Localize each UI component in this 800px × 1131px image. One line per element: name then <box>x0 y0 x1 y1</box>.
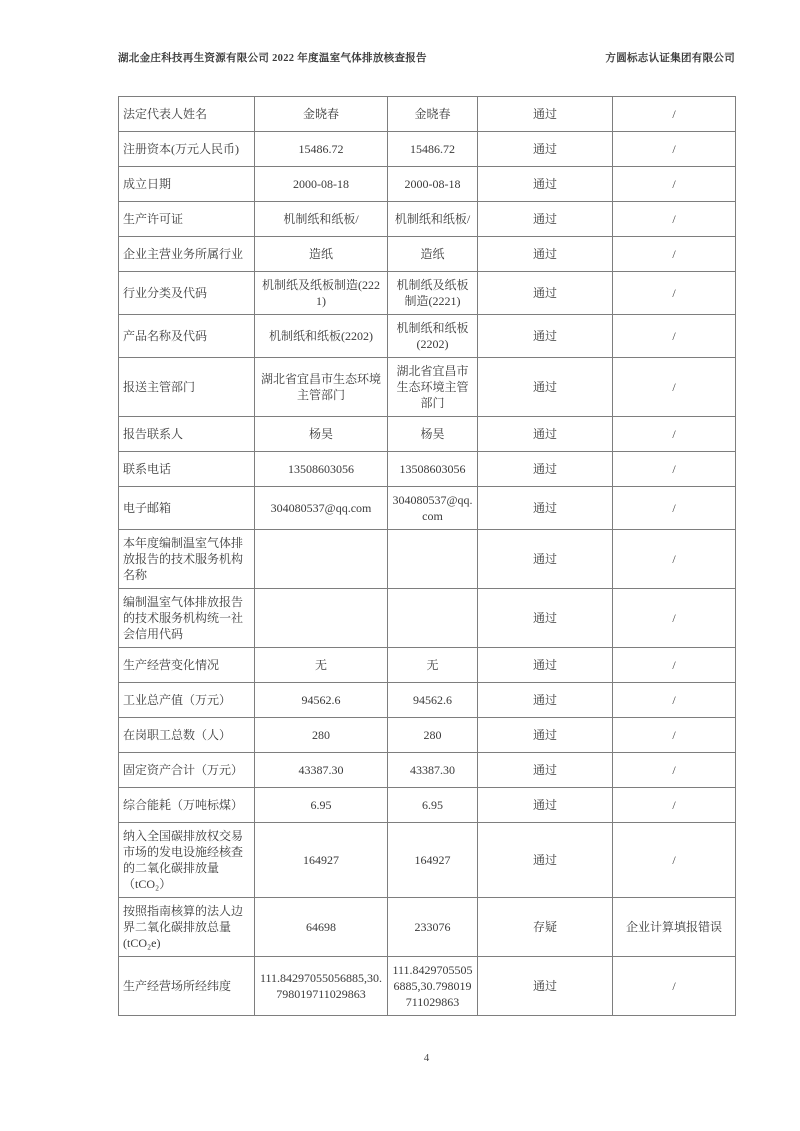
table-row <box>119 452 736 487</box>
page-footer <box>118 1052 735 1064</box>
conclusion-cell: 通过 <box>478 452 613 487</box>
reported-value-cell: 43387.30 <box>255 753 388 788</box>
conclusion-cell: 通过 <box>478 823 613 898</box>
page-number: 4 <box>423 1052 430 1064</box>
conclusion-cell: 通过 <box>478 202 613 237</box>
row-label-cell: 固定资产合计（万元） <box>119 753 255 788</box>
remark-cell: / <box>613 648 736 683</box>
remark-cell: / <box>613 452 736 487</box>
reported-value-cell: 造纸 <box>255 237 388 272</box>
table-row <box>119 132 736 167</box>
verified-value-cell: 233076 <box>388 898 478 957</box>
conclusion-cell: 通过 <box>478 788 613 823</box>
conclusion-cell: 通过 <box>478 132 613 167</box>
reported-value-cell: 机制纸和纸板/ <box>255 202 388 237</box>
table-row <box>119 358 736 417</box>
remark-cell: / <box>613 417 736 452</box>
page-header <box>118 50 735 65</box>
remark-cell: / <box>613 530 736 589</box>
verified-value-cell <box>388 589 478 648</box>
remark-cell: / <box>613 97 736 132</box>
verification-table <box>118 96 736 1016</box>
conclusion-cell: 通过 <box>478 683 613 718</box>
row-label-cell: 法定代表人姓名 <box>119 97 255 132</box>
conclusion-cell: 通过 <box>478 530 613 589</box>
table-row <box>119 202 736 237</box>
verified-value-cell: 43387.30 <box>388 753 478 788</box>
table-row <box>119 417 736 452</box>
verified-value-cell <box>388 530 478 589</box>
header-right-title: 方圆标志认证集团有限公司 <box>605 53 735 64</box>
row-label-cell: 行业分类及代码 <box>119 272 255 315</box>
table-row <box>119 530 736 589</box>
remark-cell: / <box>613 753 736 788</box>
table-row <box>119 648 736 683</box>
conclusion-cell: 通过 <box>478 589 613 648</box>
verified-value-cell: 280 <box>388 718 478 753</box>
remark-cell: 企业计算填报错误 <box>613 898 736 957</box>
row-label-cell: 生产许可证 <box>119 202 255 237</box>
row-label-cell: 报送主管部门 <box>119 358 255 417</box>
table-row <box>119 272 736 315</box>
conclusion-cell: 通过 <box>478 272 613 315</box>
remark-cell: / <box>613 358 736 417</box>
row-label-cell: 生产经营变化情况 <box>119 648 255 683</box>
reported-value-cell: 64698 <box>255 898 388 957</box>
conclusion-cell: 通过 <box>478 957 613 1016</box>
verified-value-cell: 无 <box>388 648 478 683</box>
row-label-cell: 生产经营场所经纬度 <box>119 957 255 1016</box>
verified-value-cell: 111.84297055056885,30.798019711029863 <box>388 957 478 1016</box>
remark-cell: / <box>613 823 736 898</box>
table-row <box>119 315 736 358</box>
remark-cell: / <box>613 315 736 358</box>
reported-value-cell: 机制纸和纸板(2202) <box>255 315 388 358</box>
table-row <box>119 898 736 957</box>
remark-cell: / <box>613 589 736 648</box>
reported-value-cell <box>255 530 388 589</box>
reported-value-cell: 6.95 <box>255 788 388 823</box>
reported-value-cell: 164927 <box>255 823 388 898</box>
verified-value-cell: 6.95 <box>388 788 478 823</box>
conclusion-cell: 通过 <box>478 648 613 683</box>
verified-value-cell: 机制纸和纸板/ <box>388 202 478 237</box>
remark-cell: / <box>613 132 736 167</box>
table-row <box>119 788 736 823</box>
verified-value-cell: 15486.72 <box>388 132 478 167</box>
remark-cell: / <box>613 167 736 202</box>
remark-cell: / <box>613 718 736 753</box>
verified-value-cell: 造纸 <box>388 237 478 272</box>
reported-value-cell: 湖北省宜昌市生态环境主管部门 <box>255 358 388 417</box>
reported-value-cell: 15486.72 <box>255 132 388 167</box>
conclusion-cell: 通过 <box>478 237 613 272</box>
reported-value-cell: 2000-08-18 <box>255 167 388 202</box>
verified-value-cell: 2000-08-18 <box>388 167 478 202</box>
reported-value-cell: 杨昊 <box>255 417 388 452</box>
reported-value-cell: 金晓春 <box>255 97 388 132</box>
row-label-cell: 本年度编制温室气体排放报告的技术服务机构名称 <box>119 530 255 589</box>
verified-value-cell: 金晓春 <box>388 97 478 132</box>
conclusion-cell: 通过 <box>478 718 613 753</box>
table-row <box>119 683 736 718</box>
reported-value-cell: 无 <box>255 648 388 683</box>
verified-value-cell: 94562.6 <box>388 683 478 718</box>
row-label-cell: 成立日期 <box>119 167 255 202</box>
table-row <box>119 718 736 753</box>
table-row <box>119 487 736 530</box>
conclusion-cell: 通过 <box>478 315 613 358</box>
reported-value-cell: 13508603056 <box>255 452 388 487</box>
remark-cell: / <box>613 487 736 530</box>
remark-cell: / <box>613 788 736 823</box>
table-row <box>119 237 736 272</box>
remark-cell: / <box>613 957 736 1016</box>
conclusion-cell: 通过 <box>478 417 613 452</box>
verified-value-cell: 机制纸及纸板制造(2221) <box>388 272 478 315</box>
header-left-title: 湖北金庄科技再生资源有限公司 2022 年度温室气体排放核查报告 <box>118 53 427 64</box>
row-label-cell: 注册资本(万元人民币) <box>119 132 255 167</box>
remark-cell: / <box>613 272 736 315</box>
row-label-cell: 联系电话 <box>119 452 255 487</box>
verified-value-cell: 304080537@qq.com <box>388 487 478 530</box>
reported-value-cell: 111.84297055056885,30.798019711029863 <box>255 957 388 1016</box>
table-row <box>119 97 736 132</box>
row-label-cell: 产品名称及代码 <box>119 315 255 358</box>
table-row <box>119 957 736 1016</box>
verified-value-cell: 机制纸和纸板(2202) <box>388 315 478 358</box>
conclusion-cell: 通过 <box>478 487 613 530</box>
conclusion-cell: 通过 <box>478 97 613 132</box>
verified-value-cell: 杨昊 <box>388 417 478 452</box>
conclusion-cell: 通过 <box>478 167 613 202</box>
remark-cell: / <box>613 202 736 237</box>
row-label-cell: 编制温室气体排放报告的技术服务机构统一社会信用代码 <box>119 589 255 648</box>
verified-value-cell: 164927 <box>388 823 478 898</box>
verified-value-cell: 湖北省宜昌市生态环境主管部门 <box>388 358 478 417</box>
reported-value-cell: 94562.6 <box>255 683 388 718</box>
reported-value-cell: 280 <box>255 718 388 753</box>
row-label-cell: 在岗职工总数（人） <box>119 718 255 753</box>
remark-cell: / <box>613 683 736 718</box>
row-label-cell: 企业主营业务所属行业 <box>119 237 255 272</box>
table-row <box>119 589 736 648</box>
table-row <box>119 753 736 788</box>
row-label-cell: 报告联系人 <box>119 417 255 452</box>
row-label-cell: 按照指南核算的法人边界二氧化碳排放总量(tCO₂e) <box>119 898 255 957</box>
verified-value-cell: 13508603056 <box>388 452 478 487</box>
row-label-cell: 纳入全国碳排放权交易市场的发电设施经核查的二氧化碳排放量（tCO₂） <box>119 823 255 898</box>
conclusion-cell: 通过 <box>478 358 613 417</box>
reported-value-cell <box>255 589 388 648</box>
reported-value-cell: 机制纸及纸板制造(2221) <box>255 272 388 315</box>
remark-cell: / <box>613 237 736 272</box>
row-label-cell: 电子邮箱 <box>119 487 255 530</box>
row-label-cell: 综合能耗（万吨标煤） <box>119 788 255 823</box>
row-label-cell: 工业总产值（万元） <box>119 683 255 718</box>
table-row <box>119 167 736 202</box>
reported-value-cell: 304080537@qq.com <box>255 487 388 530</box>
conclusion-cell: 通过 <box>478 753 613 788</box>
table-row <box>119 823 736 898</box>
conclusion-cell: 存疑 <box>478 898 613 957</box>
